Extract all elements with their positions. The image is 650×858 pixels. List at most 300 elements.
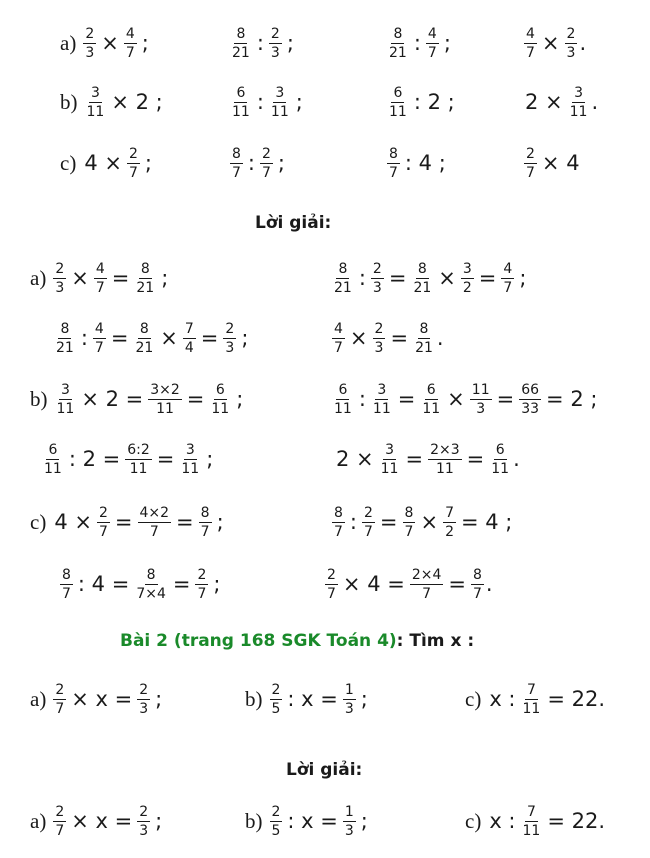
denominator: 7: [327, 586, 336, 602]
numerator: 8: [417, 261, 427, 277]
item-label: c): [465, 809, 482, 833]
fraction: [148, 383, 182, 416]
numerator: 2: [139, 682, 149, 698]
denominator: 3: [225, 340, 235, 356]
fraction: [137, 805, 150, 838]
denominator: 7: [55, 701, 65, 717]
fraction: [470, 383, 492, 416]
solution-b-3: [40, 443, 216, 476]
fraction: [411, 262, 433, 295]
operator: ×: [101, 31, 119, 55]
numerator: 8: [404, 505, 414, 521]
operator: 2 ×: [336, 447, 374, 471]
denominator: 11: [156, 401, 174, 417]
numerator: 2: [128, 146, 138, 162]
problem-a-4: $\frac{4}{7}$ × $\frac{2}{3}$ .: [526, 26, 587, 61]
denominator: 7: [472, 586, 482, 602]
fraction: [183, 322, 196, 355]
numerator: 6: [393, 85, 403, 101]
operator: : x =: [287, 809, 338, 833]
denominator: 3: [566, 45, 576, 61]
exercise-2-title: Bài 2 (trang 168 SGK Toán 4): Tìm x :: [120, 631, 475, 651]
operator: =: [110, 326, 129, 350]
fraction: [209, 383, 231, 416]
operator: ;: [141, 31, 149, 55]
operator: ;: [277, 151, 285, 175]
fraction: [270, 683, 283, 716]
numerator: 4: [334, 321, 343, 337]
denominator: 11: [86, 104, 105, 120]
fraction: [195, 568, 208, 601]
fraction: [524, 27, 537, 60]
denominator: 11: [211, 401, 230, 417]
denominator: 5: [271, 701, 281, 717]
fraction: [230, 147, 243, 180]
fraction: [270, 805, 283, 838]
operator: ×: [420, 510, 439, 534]
operator: ;: [443, 31, 451, 55]
denominator: 7×4: [136, 586, 166, 602]
item-label: b): [30, 387, 48, 411]
fraction: [343, 805, 356, 838]
operator: =: [466, 447, 485, 471]
fraction: [332, 322, 345, 355]
problem-a-3: [385, 27, 454, 60]
operator: =: [388, 266, 407, 290]
numerator: 8: [139, 321, 149, 337]
numerator: 8: [334, 505, 343, 521]
numerator: 2: [139, 804, 149, 820]
fraction: [332, 383, 354, 416]
numerator: 2: [374, 321, 384, 337]
denominator: 7: [262, 165, 271, 181]
fraction: [134, 568, 168, 601]
fraction: [471, 568, 484, 601]
denominator: 11: [44, 461, 62, 477]
fraction: [387, 147, 400, 180]
numerator: 8: [338, 261, 348, 277]
numerator: 8: [472, 567, 482, 583]
denominator: 11: [435, 461, 454, 477]
fraction: [387, 27, 409, 60]
fraction: [521, 805, 543, 838]
operator: :: [256, 90, 264, 114]
denominator: 2: [462, 280, 472, 296]
numerator: 2: [98, 505, 108, 521]
fraction: [332, 506, 345, 539]
numerator: 4: [526, 26, 535, 42]
operator: =: [176, 510, 194, 534]
denominator: 7: [62, 586, 71, 602]
operator: : 2 =: [68, 447, 121, 471]
solution-c-2: [330, 506, 515, 539]
solution-a-4: $\frac{4}{7}$ × $\frac{2}{3}$ = $\frac{8}{21}$ .: [334, 321, 444, 356]
denominator: 7: [94, 340, 104, 356]
fraction: [94, 262, 107, 295]
operator: x :: [489, 809, 516, 833]
numerator: 66: [521, 382, 540, 398]
problem-b-4: 2 × $\frac{3}{11}$ .: [525, 85, 599, 120]
numerator: 6:2: [127, 442, 150, 458]
denominator: 3: [344, 701, 354, 717]
fraction: [521, 683, 543, 716]
solution-heading-1: Lời giải:: [255, 213, 332, 233]
fraction: [387, 86, 409, 119]
fraction: [461, 262, 474, 295]
solution-b-4: 2 × $\frac{3}{11}$ = $\frac{2\times 3}{11}$ = $\frac{6}{11}$ .: [336, 442, 520, 477]
numerator: 2: [271, 804, 281, 820]
solution-c-1: [30, 506, 227, 539]
fraction: [179, 443, 201, 476]
denominator: 3: [344, 823, 354, 839]
fraction: [325, 568, 338, 601]
denominator: 3: [374, 340, 384, 356]
item-label: a): [30, 687, 47, 711]
denominator: 11: [389, 104, 407, 120]
denominator: 11: [334, 401, 352, 417]
fraction: [83, 27, 96, 60]
fraction: [379, 443, 401, 476]
numerator: 8: [389, 146, 398, 162]
operator: :: [358, 387, 366, 411]
fraction: [138, 506, 172, 539]
numerator: 4: [427, 26, 437, 42]
denominator: 3: [372, 280, 382, 296]
denominator: 2: [445, 524, 454, 540]
numerator: 2: [55, 261, 65, 277]
operator: =: [172, 572, 191, 596]
denominator: 11: [522, 823, 541, 839]
operator: ;: [286, 31, 294, 55]
solution-a-2: [330, 262, 529, 295]
operator: ;: [206, 447, 214, 471]
denominator: 7: [95, 280, 105, 296]
denominator: 11: [380, 461, 399, 477]
operator: ;: [519, 266, 527, 290]
numerator: 3: [90, 85, 100, 101]
operator: ×: [438, 266, 456, 290]
numerator: 2: [372, 261, 382, 277]
denominator: 11: [181, 461, 200, 477]
numerator: 8: [60, 321, 70, 337]
operator: × x =: [71, 809, 133, 833]
numerator: 3: [377, 382, 387, 398]
operator: =: [111, 266, 130, 290]
denominator: 7: [427, 45, 437, 61]
operator: 4 ×: [84, 151, 122, 175]
denominator: 7: [334, 524, 343, 540]
operator: ;: [155, 809, 163, 833]
fraction: [42, 443, 64, 476]
operator: = 2 ;: [546, 387, 598, 411]
numerator: 6: [215, 382, 225, 398]
operator: : 4 ;: [404, 151, 446, 175]
denominator: 11: [56, 401, 75, 417]
fraction: [230, 86, 252, 119]
numerator: 4×2: [139, 505, 170, 521]
operator: × 4: [541, 151, 580, 175]
fraction: [443, 506, 456, 539]
fraction: [343, 683, 356, 716]
fraction: [230, 27, 252, 60]
numerator: 8: [419, 321, 429, 337]
denominator: 7: [503, 280, 513, 296]
operator: × 2 =: [81, 387, 144, 411]
operator: :: [247, 151, 255, 175]
solution-heading-2: Lời giải:: [286, 760, 363, 780]
operator: ;: [360, 809, 368, 833]
numerator: 2×4: [411, 567, 442, 583]
denominator: 7: [364, 524, 373, 540]
numerator: 2: [85, 26, 95, 42]
fraction: [269, 27, 282, 60]
denominator: 7: [98, 524, 108, 540]
denominator: 11: [270, 104, 289, 120]
denominator: 33: [521, 401, 540, 417]
fraction: [260, 147, 273, 180]
solution-c-4: $\frac{2}{7}$ × 4 = $\frac{2\times 4}{7}$ = $\frac{8}{7}$ .: [327, 567, 493, 602]
numerator: 4: [503, 261, 513, 277]
problem-a-1: [60, 27, 152, 60]
fraction: [426, 27, 439, 60]
numerator: 1: [344, 804, 354, 820]
operator: ;: [295, 90, 303, 114]
denominator: 21: [56, 340, 74, 356]
denominator: 5: [271, 823, 281, 839]
numerator: 8: [140, 261, 150, 277]
operator: :: [80, 326, 88, 350]
operator: x :: [489, 687, 516, 711]
denominator: 7: [128, 165, 138, 181]
fraction: [371, 383, 393, 416]
solution-b-2: [330, 383, 600, 416]
fraction: [53, 683, 66, 716]
denominator: 21: [415, 340, 433, 356]
denominator: 11: [569, 104, 588, 120]
operator: ;: [161, 266, 169, 290]
denominator: 7: [232, 165, 241, 181]
operator: ;: [216, 510, 224, 534]
fraction: [371, 262, 384, 295]
denominator: 3: [139, 701, 149, 717]
exercise-2-problem-a: [30, 683, 165, 716]
numerator: 3: [574, 85, 584, 101]
problem-c-2: [228, 147, 288, 180]
denominator: 11: [372, 401, 391, 417]
numerator: 8: [236, 26, 246, 42]
denominator: 7: [125, 45, 135, 61]
numerator: 6: [48, 442, 58, 458]
numerator: 6: [426, 382, 436, 398]
operator: =: [496, 387, 515, 411]
operator: ×: [447, 387, 465, 411]
denominator: 21: [389, 45, 407, 61]
operator: ;: [213, 572, 221, 596]
denominator: 7: [197, 586, 207, 602]
denominator: 11: [422, 401, 441, 417]
operator: = 22.: [547, 809, 606, 833]
operator: =: [114, 510, 133, 534]
operator: : 2 ;: [413, 90, 455, 114]
denominator: 21: [334, 280, 352, 296]
numerator: 4: [94, 321, 104, 337]
fraction: [568, 86, 590, 119]
operator: ×: [349, 326, 368, 350]
operator: =: [397, 387, 416, 411]
operator: =: [379, 510, 398, 534]
fraction: [410, 568, 444, 601]
exercise-2-problem-b: [245, 683, 371, 716]
fraction: [133, 322, 155, 355]
operator: × 2 ;: [111, 90, 163, 114]
problem-b-2: [228, 86, 306, 119]
operator: :: [256, 31, 264, 55]
denominator: 11: [129, 461, 148, 477]
denominator: 7: [404, 524, 414, 540]
fraction: [199, 506, 212, 539]
numerator: 7: [526, 804, 536, 820]
fraction: [501, 262, 514, 295]
exercise-2-solution-a: [30, 805, 165, 838]
denominator: 21: [413, 280, 432, 296]
numerator: 3×2: [150, 382, 180, 398]
operator: =: [200, 326, 219, 350]
problem-b-1: [60, 86, 166, 119]
numerator: 6: [338, 382, 348, 398]
operator: 2 ×: [525, 90, 563, 114]
denominator: 11: [232, 104, 250, 120]
denominator: 7: [389, 165, 398, 181]
denominator: 3: [270, 45, 280, 61]
operator: = 22.: [547, 687, 606, 711]
fraction: [97, 506, 110, 539]
fraction: [420, 383, 442, 416]
operator: ;: [241, 326, 249, 350]
numerator: 7: [445, 505, 454, 521]
operator: =: [186, 387, 205, 411]
denominator: 3: [55, 280, 65, 296]
numerator: 8: [393, 26, 403, 42]
solution-b-1: [30, 383, 246, 416]
denominator: 3: [85, 45, 95, 61]
denominator: 4: [184, 340, 194, 356]
problem-c-4: [522, 147, 583, 180]
numerator: 11: [471, 382, 490, 398]
numerator: 6: [236, 85, 246, 101]
numerator: 3: [185, 442, 195, 458]
numerator: 1: [344, 682, 354, 698]
operator: ;: [144, 151, 152, 175]
fraction: [93, 322, 106, 355]
numerator: 7: [526, 682, 536, 698]
denominator: 7: [334, 340, 343, 356]
fraction: [489, 443, 511, 476]
numerator: 8: [62, 567, 71, 583]
fraction: [524, 147, 537, 180]
numerator: 7: [184, 321, 194, 337]
operator: × x =: [71, 687, 133, 711]
fraction: [125, 443, 152, 476]
fraction: [362, 506, 375, 539]
fraction: [134, 262, 156, 295]
item-label: a): [30, 809, 47, 833]
operator: ×: [541, 31, 560, 55]
solution-a-1: [30, 262, 171, 295]
exercise-2-solution-c: [465, 805, 608, 838]
item-label: b): [245, 809, 263, 833]
fraction: [269, 86, 291, 119]
numerator: 8: [200, 505, 210, 521]
numerator: 2: [566, 26, 576, 42]
fraction: [565, 27, 578, 60]
numerator: 2: [55, 804, 65, 820]
fraction: [403, 506, 416, 539]
denominator: 3: [139, 823, 149, 839]
exercise-2-problem-c: [465, 683, 608, 716]
numerator: 2: [271, 682, 281, 698]
operator: =: [478, 266, 497, 290]
operator: 4 ×: [54, 510, 92, 534]
denominator: 7: [200, 524, 210, 540]
numerator: 3: [60, 382, 70, 398]
numerator: 2: [364, 505, 373, 521]
operator: :: [413, 31, 421, 55]
numerator: 8: [146, 567, 156, 583]
denominator: 7: [422, 586, 432, 602]
item-label: c): [60, 151, 77, 175]
numerator: 4: [95, 261, 105, 277]
problem-b-3: [385, 86, 458, 119]
problem-a-2: [228, 27, 297, 60]
fraction: [373, 322, 386, 355]
operator: ;: [155, 687, 163, 711]
numerator: 6: [495, 442, 505, 458]
numerator: 8: [232, 146, 241, 162]
fraction: [124, 27, 137, 60]
operator: =: [448, 572, 466, 596]
fraction: [60, 568, 73, 601]
denominator: 21: [232, 45, 250, 61]
operator: ×: [71, 266, 89, 290]
problem-c-1: [60, 147, 155, 180]
operator: =: [156, 447, 175, 471]
operator: = 4 ;: [460, 510, 513, 534]
denominator: 21: [135, 340, 154, 356]
operator: ;: [360, 687, 368, 711]
operator: ;: [236, 387, 244, 411]
denominator: 7: [55, 823, 65, 839]
numerator: 2: [327, 567, 336, 583]
numerator: 2: [262, 146, 271, 162]
fraction: [53, 805, 66, 838]
numerator: 2: [270, 26, 280, 42]
operator: =: [405, 447, 424, 471]
fraction: [53, 262, 66, 295]
denominator: 11: [522, 701, 541, 717]
item-label: c): [465, 687, 482, 711]
denominator: 7: [149, 524, 159, 540]
fraction: [127, 147, 140, 180]
operator: =: [390, 326, 409, 350]
item-label: b): [245, 687, 263, 711]
numerator: 3: [462, 261, 472, 277]
fraction: [332, 262, 354, 295]
fraction: [54, 322, 76, 355]
numerator: 2: [526, 146, 535, 162]
numerator: 3: [385, 442, 395, 458]
numerator: 2: [55, 682, 65, 698]
operator: : 4 =: [77, 572, 130, 596]
